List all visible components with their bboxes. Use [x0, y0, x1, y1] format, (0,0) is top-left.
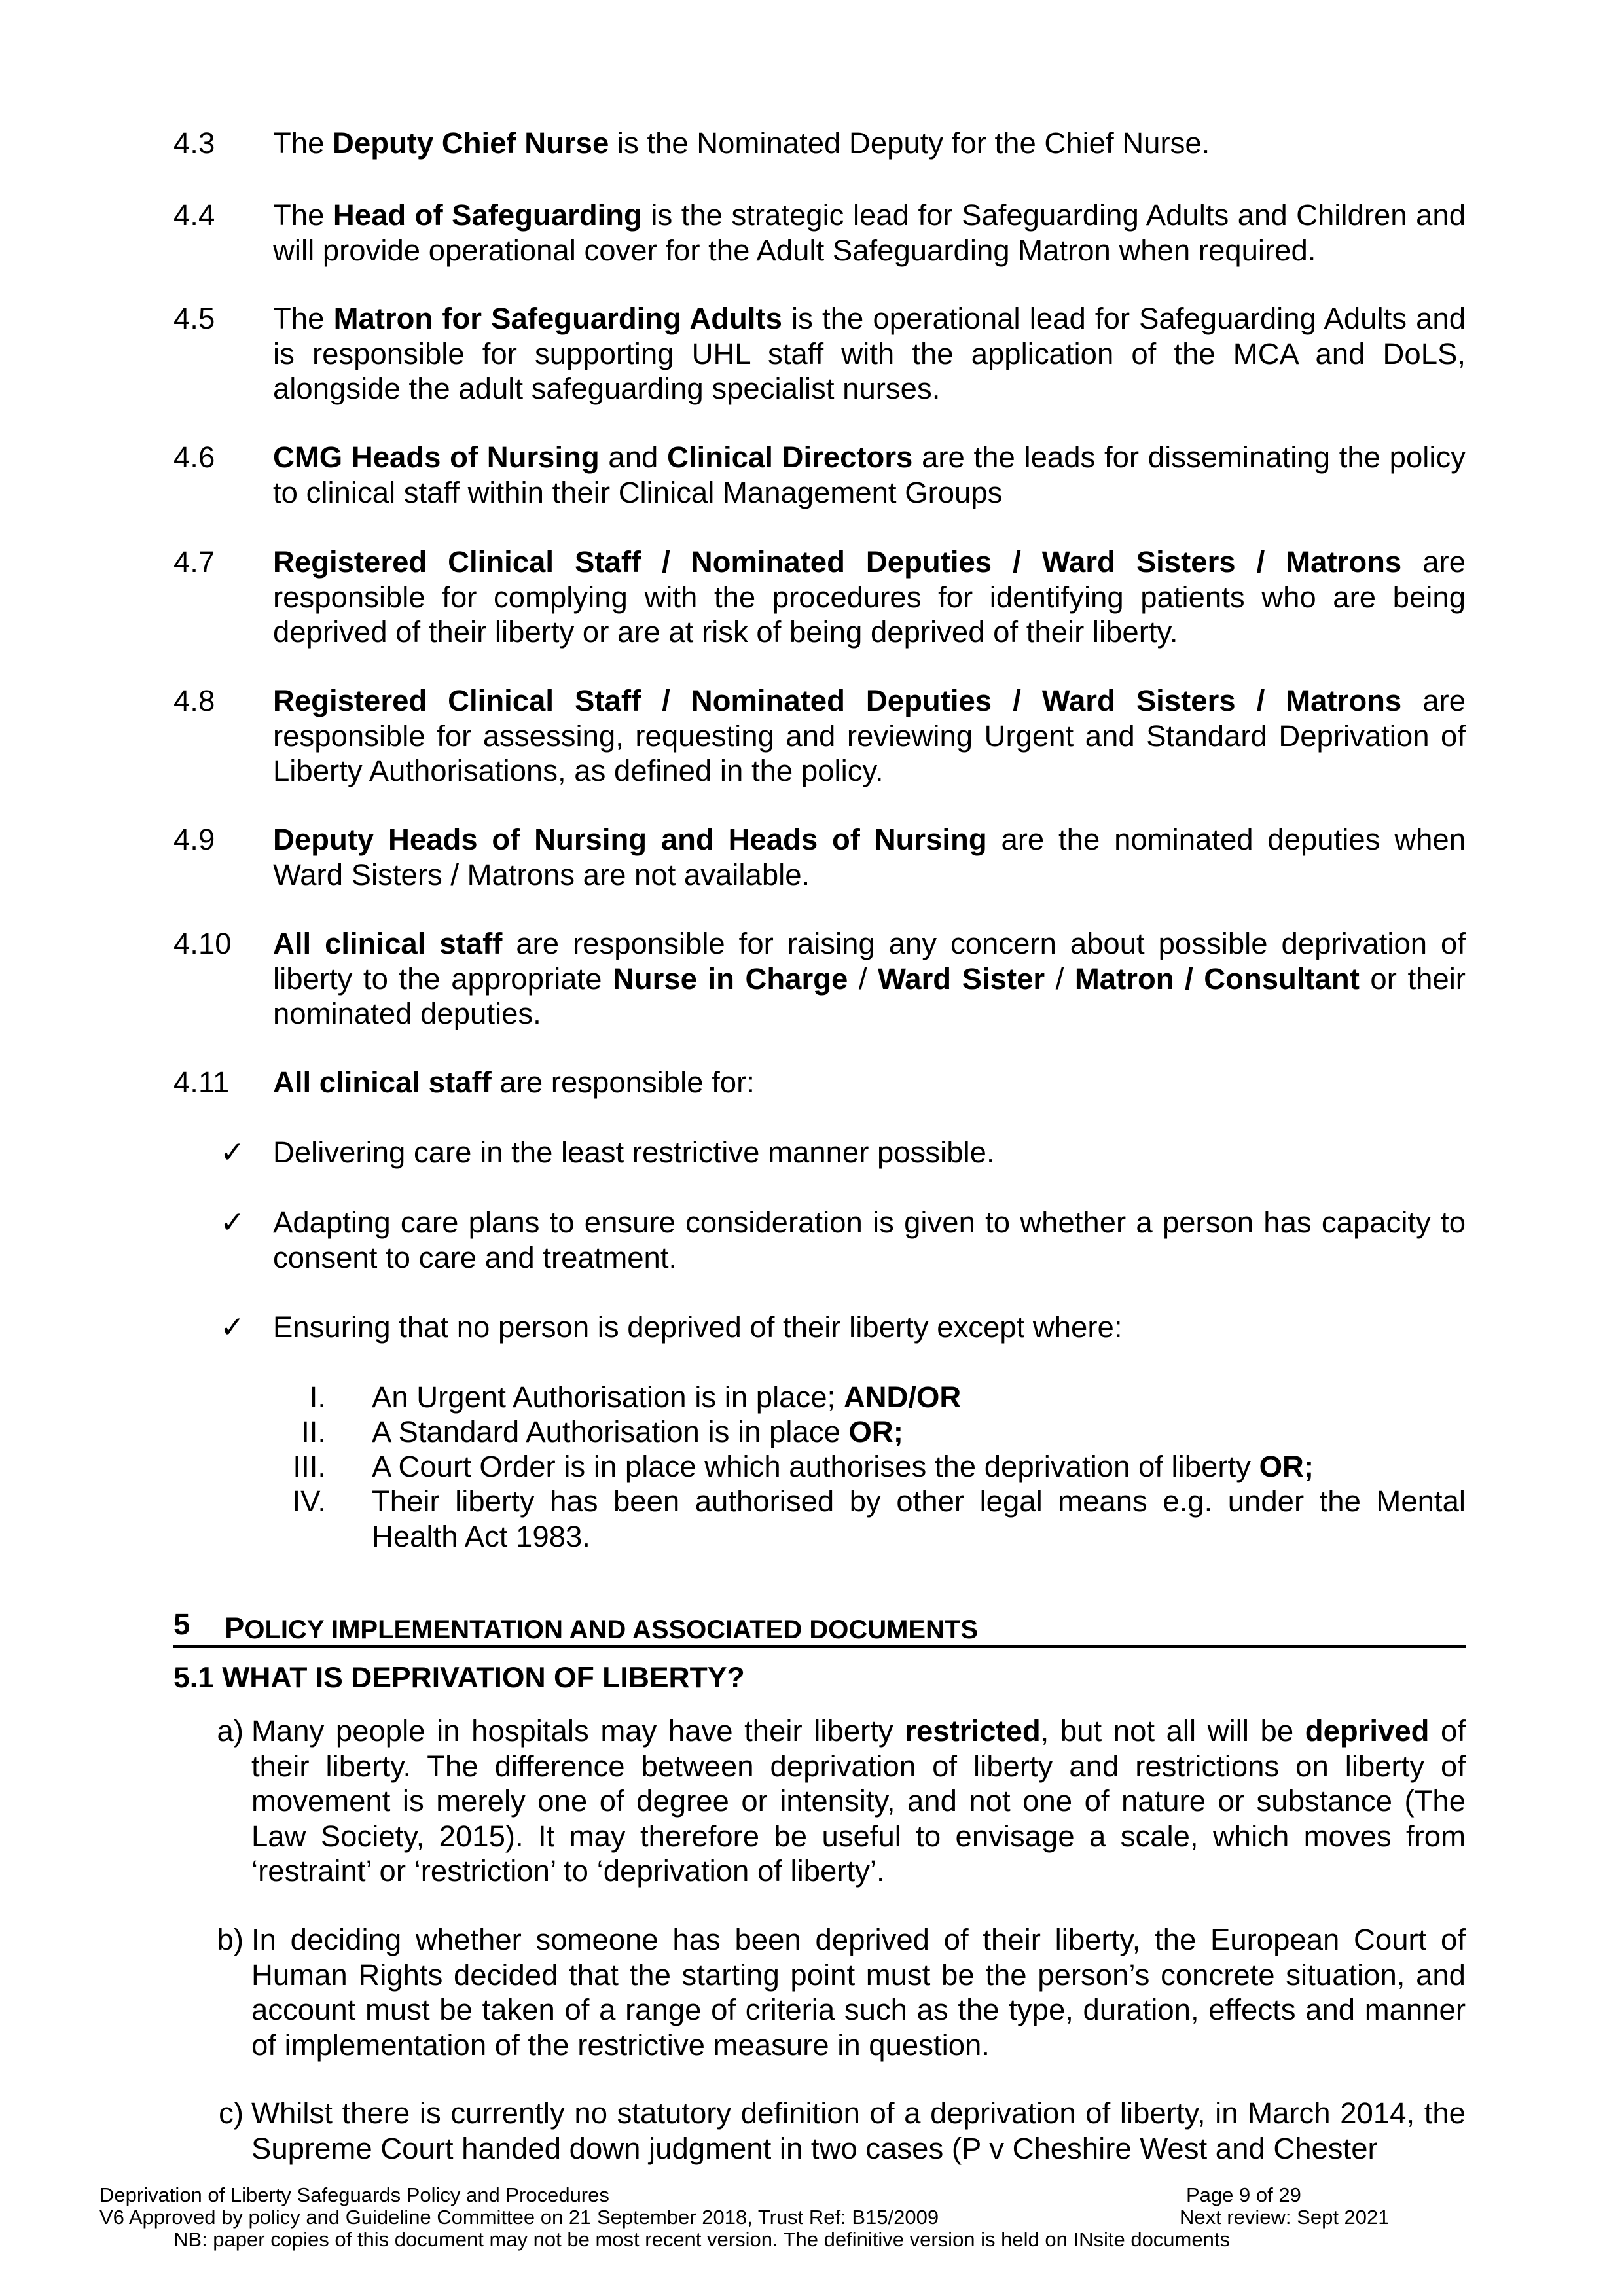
roman-item-text: Their liberty has been authorised by other legal means e.g. under the Mental Health Act 1983. — [372, 1484, 1466, 1553]
paragraph-number: 4.11 — [173, 1066, 230, 1099]
checkmark-icon: ✓ — [220, 1310, 245, 1344]
section-title — [225, 1611, 978, 1645]
paragraph-text: In deciding whether someone has been deprived of their liberty, the European Court of Human Rights decided that the starting point must be the person’s concrete situation, and account must be taken of a range of criteria such as the type, duration, effects and manner of implementation of the restrictive measure in question. — [251, 1923, 1466, 2062]
paragraph-text: CMG Heads of Nursing and Clinical Directors are the leads for disseminating the policy to clinical staff within their Clinical Management Groups — [273, 440, 1466, 509]
checklist-text: Delivering care in the least restrictive manner possible. — [273, 1136, 995, 1169]
paragraph-number: 4.5 — [173, 302, 215, 335]
paragraph-text: Registered Clinical Staff / Nominated Deputies / Ward Sisters / Matrons are responsible for assessing, requesting and reviewing Urgent and Standard Deprivation of Liberty Authorisations, as defined in the policy. — [273, 684, 1466, 787]
paragraph-text: Registered Clinical Staff / Nominated Deputies / Ward Sisters / Matrons are responsible for complying with the procedures for identifying patients who are being deprived of their liberty or are at risk of being deprived of their liberty. — [273, 545, 1466, 649]
paragraph-number: 4.3 — [173, 126, 215, 160]
footer-approval: V6 Approved by policy and Guideline Committee on 21 September 2018, Trust Ref: B15/2009 — [99, 2206, 939, 2229]
section-number: 5 — [173, 1607, 190, 1641]
section-title-rest: OLICY IMPLEMENTATION AND ASSOCIATED DOCUMENTS — [244, 1615, 979, 1644]
checklist-text: Ensuring that no person is deprived of their liberty except where: — [273, 1310, 1123, 1344]
paragraph-letter: a) — [217, 1714, 244, 1748]
paragraph-letter: b) — [217, 1923, 244, 1956]
paragraph-text: Whilst there is currently no statutory definition of a deprivation of liberty, in March 2014, the Supreme Court handed down judgment in two cases (P v Cheshire West and Chester — [251, 2096, 1466, 2165]
section-heading — [173, 1607, 1466, 1647]
paragraph-text: All clinical staff are responsible for: — [273, 1066, 755, 1099]
paragraph-number: 4.4 — [173, 198, 215, 232]
footer-next-review: Next review: Sept 2021 — [1180, 2206, 1390, 2229]
paragraph-letter: c) — [219, 2096, 244, 2130]
roman-numeral: III. — [293, 1450, 326, 1483]
paragraph-number: 4.6 — [173, 440, 215, 474]
checkmark-icon: ✓ — [220, 1136, 245, 1169]
paragraph-number: 4.8 — [173, 684, 215, 717]
paragraph-number: 4.10 — [173, 927, 232, 960]
footer-document-title: Deprivation of Liberty Safeguards Policy and Procedures — [99, 2183, 609, 2206]
paragraph-text: Many people in hospitals may have their liberty restricted, but not all will be deprived of their liberty. The difference between deprivation of liberty and restrictions on liberty of movement is merely one of degree or intensity, and not one of nature or substance (The Law Society, 2015). It may therefore be useful to envisage a scale, which moves from ‘restraint’ or ‘restriction’ to ‘deprivation of liberty’. — [251, 1714, 1466, 1888]
roman-numeral: I. — [309, 1380, 326, 1414]
footer-page-number: Page 9 of 29 — [1186, 2183, 1301, 2206]
subsection-heading: 5.1 WHAT IS DEPRIVATION OF LIBERTY? — [173, 1662, 745, 1694]
checklist-text: Adapting care plans to ensure consideration is given to whether a person has capacity to consent to care and treatment. — [273, 1206, 1466, 1274]
section-title-initial: P — [225, 1611, 245, 1645]
section-divider — [173, 1645, 1466, 1648]
roman-item-text: A Court Order is in place which authorises the deprivation of liberty OR; — [372, 1450, 1314, 1483]
paragraph-number: 4.9 — [173, 823, 215, 856]
checkmark-icon: ✓ — [220, 1206, 245, 1239]
paragraph-text: The Head of Safeguarding is the strategic lead for Safeguarding Adults and Children and will provide operational cover for the Adult Safeguarding Matron when required. — [273, 198, 1466, 267]
paragraph-number: 4.7 — [173, 545, 215, 579]
roman-item-text: A Standard Authorisation is in place OR; — [372, 1415, 903, 1448]
paragraph-text: Deputy Heads of Nursing and Heads of Nursing are the nominated deputies when Ward Sisters / Matrons are not available. — [273, 823, 1466, 891]
roman-numeral: II. — [301, 1415, 326, 1448]
paragraph-text: The Matron for Safeguarding Adults is the operational lead for Safeguarding Adults and is responsible for supporting UHL staff with the application of the MCA and DoLS, alongside the adult safeguarding specialist nurses. — [273, 302, 1466, 405]
roman-numeral: IV. — [292, 1484, 326, 1518]
paragraph-text: All clinical staff are responsible for raising any concern about possible deprivation of liberty to the appropriate Nurse in Charge / Ward Sister / Matron / Consultant or their nominated deputies. — [273, 927, 1466, 1030]
footer-note: NB: paper copies of this document may not be most recent version. The definitive version is held on INsite documents — [173, 2228, 1230, 2251]
paragraph-text: The Deputy Chief Nurse is the Nominated Deputy for the Chief Nurse. — [273, 126, 1210, 160]
roman-item-text: An Urgent Authorisation is in place; AND/OR — [372, 1380, 962, 1414]
